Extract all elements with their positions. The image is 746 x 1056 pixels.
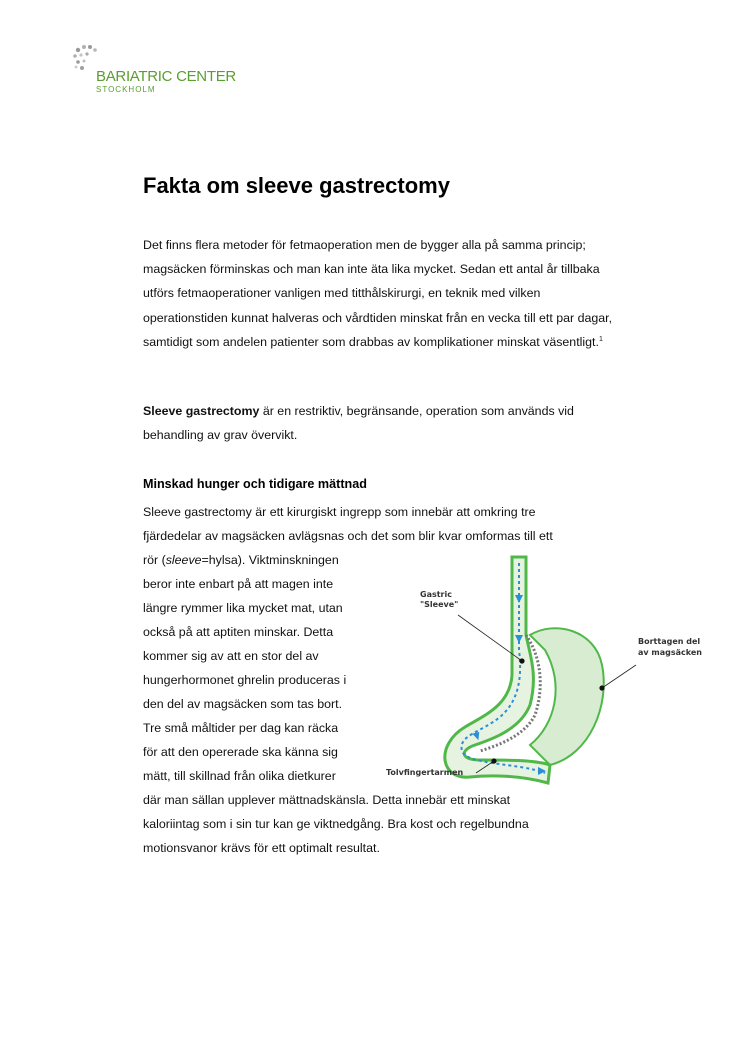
wrap-line-5: hungerhormonet ghrelin produceras i — [143, 673, 347, 687]
tail-line-1: där man sällan upplever mättnadskänsla. Detta innebär ett minskat — [143, 793, 511, 807]
wrap-line-8: för att den opererade ska känna sig — [143, 745, 338, 759]
leader-dot-removed — [599, 685, 604, 690]
label-sleeve: "Sleeve" — [420, 600, 459, 609]
wrap-line-1: beror inte enbart på att magen inte — [143, 577, 334, 591]
wrap-line-3: också på att aptiten minskar. Detta — [143, 625, 334, 639]
footnote-marker: 1 — [598, 335, 603, 343]
wrap-line-6: den del av magsäcken som tas bort. — [143, 697, 343, 711]
label-removed-1: Borttagen del — [638, 637, 701, 646]
definition-text: är en restriktiv, begränsande, operation som används vid behandling av grav övervikt. — [143, 404, 574, 443]
intro-paragraph — [143, 233, 613, 354]
body-line-3-em: sleeve — [165, 553, 202, 567]
wrap-line-2: längre rymmer lika mycket mat, utan — [143, 601, 343, 615]
intro-text: Det finns flera metoder för fetmaoperation men de bygger alla på samma princip; magsäcken förminskas och man kan inte äta lika mycket. Sedan ett antal år tillbaka utförs fetmaoperationer vanligen med titthålskirurgi, en teknik med vilken operationstiden kunnat halveras och vårdtiden minskat från en vecka till ett par dagar, samtidigt som andelen patienter som drabbas av komplikationer minskat väsentligt. — [143, 238, 613, 349]
tail-line-3: motionsvanor krävs för ett optimalt resultat. — [143, 841, 380, 855]
tail-line-2: kaloriintag som i sin tur kan ge viktnedgång. Bra kost och regelbundna — [143, 817, 529, 831]
removed-stomach-part — [530, 628, 604, 765]
section-heading: Minskad hunger och tidigare mättnad — [143, 477, 367, 491]
body-line-3-pre: rör ( — [143, 553, 166, 567]
body-line-2: fjärdedelar av magsäcken avlägsnas och det som blir kvar omformas till ett — [143, 529, 553, 543]
logo — [70, 42, 270, 102]
logo-subtext: STOCKHOLM — [96, 85, 156, 94]
label-gastric: Gastric — [420, 590, 452, 599]
definition-paragraph — [143, 399, 613, 447]
leader-dot-duodenum — [491, 758, 496, 763]
wrap-line-4: kommer sig av att en stor del av — [143, 649, 319, 663]
logo-text: BARIATRIC CENTER — [96, 68, 236, 85]
body-line-3 — [143, 552, 339, 568]
leader-removed — [602, 665, 636, 688]
wrap-line-9: mätt, till skillnad från olika dietkurer — [143, 769, 336, 783]
wrap-line-7: Tre små måltider per dag kan räcka — [143, 721, 339, 735]
label-duodenum: Tolvfingertarmen — [386, 768, 464, 777]
definition-term: Sleeve gastrectomy — [143, 404, 260, 418]
leader-dot-gastric — [519, 658, 524, 663]
body-line-1: Sleeve gastrectomy är ett kirurgiskt ingrepp som innebär att omkring tre — [143, 505, 536, 519]
sleeve-gastrectomy-diagram — [380, 555, 710, 795]
body-line-3-post: =hylsa). Viktminskningen — [201, 553, 339, 567]
page-title: Fakta om sleeve gastrectomy — [143, 173, 450, 198]
label-removed-2: av magsäcken — [638, 648, 702, 657]
